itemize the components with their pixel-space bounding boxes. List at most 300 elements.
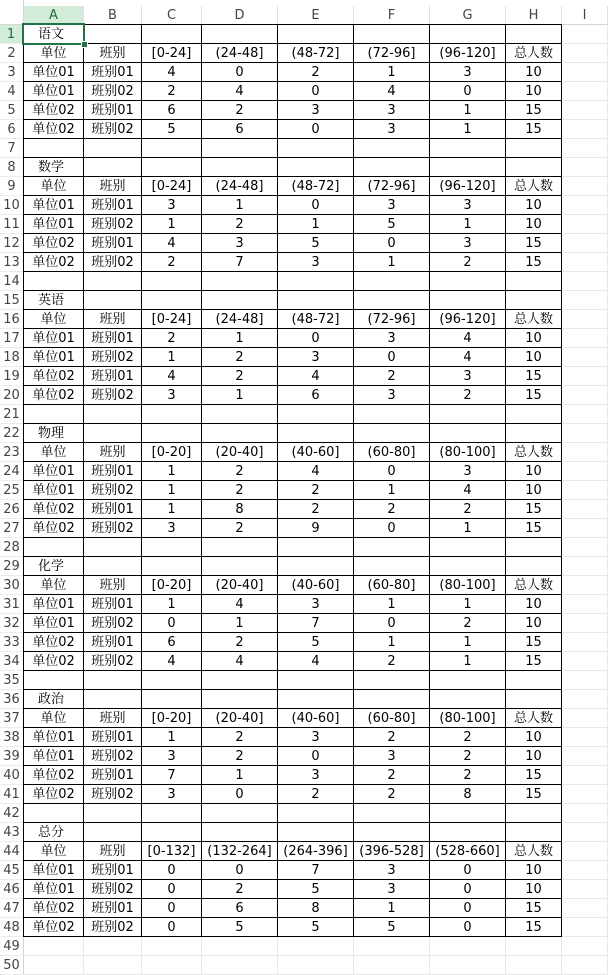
cell-f41[interactable]: 2 <box>353 784 430 804</box>
cell-h15[interactable] <box>505 290 562 310</box>
fill-handle[interactable] <box>81 41 88 48</box>
cell-b20[interactable]: 班别02 <box>83 385 142 405</box>
column-header-e[interactable]: E <box>278 6 354 25</box>
cell-i27[interactable] <box>562 519 608 538</box>
cell-d11[interactable]: 2 <box>201 214 278 234</box>
cell-i8[interactable] <box>562 158 608 177</box>
cell-e40[interactable]: 3 <box>277 765 354 785</box>
cell-e46[interactable]: 5 <box>277 879 354 899</box>
cell-d18[interactable]: 2 <box>201 347 278 367</box>
cell-e43[interactable] <box>277 822 354 842</box>
row-header-7[interactable]: 7 <box>0 139 24 158</box>
cell-a13[interactable]: 单位02 <box>23 252 84 272</box>
cell-f50[interactable] <box>354 956 430 975</box>
cell-a37[interactable]: 单位 <box>23 708 84 728</box>
cell-f33[interactable]: 1 <box>353 632 430 652</box>
cell-i28[interactable] <box>562 538 608 557</box>
cell-a5[interactable]: 单位02 <box>23 100 84 120</box>
cell-d40[interactable]: 1 <box>201 765 278 785</box>
cell-c25[interactable]: 1 <box>141 480 202 500</box>
cell-g41[interactable]: 8 <box>429 784 506 804</box>
cell-h48[interactable]: 15 <box>505 917 562 937</box>
cell-d5[interactable]: 2 <box>201 100 278 120</box>
cell-e17[interactable]: 0 <box>277 328 354 348</box>
cell-f39[interactable]: 3 <box>353 746 430 766</box>
cell-b37[interactable]: 班别 <box>83 708 142 728</box>
cell-g19[interactable]: 3 <box>429 366 506 386</box>
cell-a23[interactable]: 单位 <box>23 442 84 462</box>
cell-f26[interactable]: 2 <box>353 499 430 519</box>
cell-b38[interactable]: 班别01 <box>83 727 142 747</box>
cell-f9[interactable]: (72-96] <box>353 176 430 196</box>
column-header-h[interactable]: H <box>506 6 562 25</box>
cell-h27[interactable]: 15 <box>505 518 562 538</box>
cell-h7[interactable] <box>505 138 562 158</box>
cell-e2[interactable]: (48-72] <box>277 43 354 63</box>
cell-b4[interactable]: 班别02 <box>83 81 142 101</box>
cell-a3[interactable]: 单位01 <box>23 62 84 82</box>
cell-e13[interactable]: 3 <box>277 252 354 272</box>
cell-f19[interactable]: 2 <box>353 366 430 386</box>
cell-g37[interactable]: (80-100] <box>429 708 506 728</box>
cell-c7[interactable] <box>141 138 202 158</box>
cell-a20[interactable]: 单位02 <box>23 385 84 405</box>
cell-h37[interactable]: 总人数 <box>505 708 562 728</box>
cell-a28[interactable] <box>23 537 84 557</box>
cell-h29[interactable] <box>505 556 562 576</box>
cell-i7[interactable] <box>562 139 608 158</box>
cell-b29[interactable] <box>83 556 142 576</box>
cell-f2[interactable]: (72-96] <box>353 43 430 63</box>
select-all-corner[interactable] <box>0 0 24 25</box>
cell-b10[interactable]: 班别01 <box>83 195 142 215</box>
column-header-c[interactable]: C <box>142 6 202 25</box>
cell-d29[interactable] <box>201 556 278 576</box>
cell-e16[interactable]: (48-72] <box>277 309 354 329</box>
cell-b45[interactable]: 班别01 <box>83 860 142 880</box>
cell-c9[interactable]: [0-24] <box>141 176 202 196</box>
cell-a18[interactable]: 单位01 <box>23 347 84 367</box>
cell-e35[interactable] <box>277 670 354 690</box>
cell-b6[interactable]: 班别02 <box>83 119 142 139</box>
cell-f47[interactable]: 1 <box>353 898 430 918</box>
row-header-17[interactable]: 17 <box>0 329 24 348</box>
cell-f46[interactable]: 3 <box>353 879 430 899</box>
row-header-8[interactable]: 8 <box>0 158 24 177</box>
cell-c19[interactable]: 4 <box>141 366 202 386</box>
cell-f30[interactable]: (60-80] <box>353 575 430 595</box>
cell-i5[interactable] <box>562 101 608 120</box>
row-header-18[interactable]: 18 <box>0 348 24 367</box>
row-header-39[interactable]: 39 <box>0 747 24 766</box>
cell-g35[interactable] <box>429 670 506 690</box>
cell-e37[interactable]: (40-60] <box>277 708 354 728</box>
cell-a43[interactable]: 总分 <box>23 822 84 842</box>
cell-h31[interactable]: 10 <box>505 594 562 614</box>
cell-h24[interactable]: 10 <box>505 461 562 481</box>
cell-h42[interactable] <box>505 803 562 823</box>
cell-c36[interactable] <box>141 689 202 709</box>
cell-h49[interactable] <box>506 937 562 956</box>
cell-g17[interactable]: 4 <box>429 328 506 348</box>
cell-a49[interactable] <box>24 937 84 956</box>
cell-d49[interactable] <box>202 937 278 956</box>
cell-g10[interactable]: 3 <box>429 195 506 215</box>
cell-g43[interactable] <box>429 822 506 842</box>
cell-b1[interactable] <box>83 24 142 44</box>
cell-b33[interactable]: 班别01 <box>83 632 142 652</box>
cell-e49[interactable] <box>278 937 354 956</box>
cell-f45[interactable]: 3 <box>353 860 430 880</box>
cell-i4[interactable] <box>562 82 608 101</box>
cell-a48[interactable]: 单位02 <box>23 917 84 937</box>
row-header-6[interactable]: 6 <box>0 120 24 139</box>
cell-d31[interactable]: 4 <box>201 594 278 614</box>
cell-g14[interactable] <box>429 271 506 291</box>
cell-c1[interactable] <box>141 24 202 44</box>
cell-f37[interactable]: (60-80] <box>353 708 430 728</box>
column-header-i[interactable]: I <box>562 6 608 25</box>
cell-h3[interactable]: 10 <box>505 62 562 82</box>
row-header-46[interactable]: 46 <box>0 880 24 899</box>
cell-d46[interactable]: 2 <box>201 879 278 899</box>
cell-i40[interactable] <box>562 766 608 785</box>
cell-c31[interactable]: 1 <box>141 594 202 614</box>
row-header-19[interactable]: 19 <box>0 367 24 386</box>
cell-f31[interactable]: 1 <box>353 594 430 614</box>
cell-b39[interactable]: 班别02 <box>83 746 142 766</box>
cell-i23[interactable] <box>562 443 608 462</box>
row-header-16[interactable]: 16 <box>0 310 24 329</box>
cell-c8[interactable] <box>141 157 202 177</box>
cell-d35[interactable] <box>201 670 278 690</box>
row-header-14[interactable]: 14 <box>0 272 24 291</box>
cell-c17[interactable]: 2 <box>141 328 202 348</box>
row-header-37[interactable]: 37 <box>0 709 24 728</box>
row-header-44[interactable]: 44 <box>0 842 24 861</box>
cell-h50[interactable] <box>506 956 562 975</box>
cell-i9[interactable] <box>562 177 608 196</box>
cell-a7[interactable] <box>23 138 84 158</box>
cell-g15[interactable] <box>429 290 506 310</box>
cell-d24[interactable]: 2 <box>201 461 278 481</box>
cell-d44[interactable]: (132-264] <box>201 841 278 861</box>
cell-i16[interactable] <box>562 310 608 329</box>
cell-d10[interactable]: 1 <box>201 195 278 215</box>
cell-c13[interactable]: 2 <box>141 252 202 272</box>
cell-a6[interactable]: 单位02 <box>23 119 84 139</box>
cell-a16[interactable]: 单位 <box>23 309 84 329</box>
cell-i13[interactable] <box>562 253 608 272</box>
cell-a41[interactable]: 单位02 <box>23 784 84 804</box>
cell-b48[interactable]: 班别02 <box>83 917 142 937</box>
cell-f32[interactable]: 0 <box>353 613 430 633</box>
cell-h40[interactable]: 15 <box>505 765 562 785</box>
cell-f29[interactable] <box>353 556 430 576</box>
cell-b30[interactable]: 班别 <box>83 575 142 595</box>
cell-h43[interactable] <box>505 822 562 842</box>
cell-h26[interactable]: 15 <box>505 499 562 519</box>
row-header-26[interactable]: 26 <box>0 500 24 519</box>
cell-e36[interactable] <box>277 689 354 709</box>
cell-g40[interactable]: 2 <box>429 765 506 785</box>
cell-e31[interactable]: 3 <box>277 594 354 614</box>
cell-c37[interactable]: [0-20] <box>141 708 202 728</box>
cell-e29[interactable] <box>277 556 354 576</box>
cell-d41[interactable]: 0 <box>201 784 278 804</box>
cell-e50[interactable] <box>278 956 354 975</box>
cell-e28[interactable] <box>277 537 354 557</box>
cell-c30[interactable]: [0-20] <box>141 575 202 595</box>
cell-d4[interactable]: 4 <box>201 81 278 101</box>
cell-i26[interactable] <box>562 500 608 519</box>
cell-h35[interactable] <box>505 670 562 690</box>
cell-g3[interactable]: 3 <box>429 62 506 82</box>
cell-g24[interactable]: 3 <box>429 461 506 481</box>
row-header-27[interactable]: 27 <box>0 519 24 538</box>
cell-a31[interactable]: 单位01 <box>23 594 84 614</box>
cell-e30[interactable]: (40-60] <box>277 575 354 595</box>
cell-a14[interactable] <box>23 271 84 291</box>
row-header-45[interactable]: 45 <box>0 861 24 880</box>
cell-f3[interactable]: 1 <box>353 62 430 82</box>
cell-c3[interactable]: 4 <box>141 62 202 82</box>
row-header-41[interactable]: 41 <box>0 785 24 804</box>
cell-i20[interactable] <box>562 386 608 405</box>
cell-d43[interactable] <box>201 822 278 842</box>
cell-i32[interactable] <box>562 614 608 633</box>
cell-d16[interactable]: (24-48] <box>201 309 278 329</box>
cell-b43[interactable] <box>83 822 142 842</box>
row-header-2[interactable]: 2 <box>0 44 24 63</box>
row-header-43[interactable]: 43 <box>0 823 24 842</box>
cell-i43[interactable] <box>562 823 608 842</box>
cell-c44[interactable]: [0-132] <box>141 841 202 861</box>
cell-c21[interactable] <box>141 404 202 424</box>
cell-g23[interactable]: (80-100] <box>429 442 506 462</box>
cell-f44[interactable]: (396-528] <box>353 841 430 861</box>
cell-a46[interactable]: 单位01 <box>23 879 84 899</box>
cell-h38[interactable]: 10 <box>505 727 562 747</box>
cell-c39[interactable]: 3 <box>141 746 202 766</box>
cell-h34[interactable]: 15 <box>505 651 562 671</box>
cell-g49[interactable] <box>430 937 506 956</box>
cell-h44[interactable]: 总人数 <box>505 841 562 861</box>
cell-f34[interactable]: 2 <box>353 651 430 671</box>
cell-i21[interactable] <box>562 405 608 424</box>
cell-e15[interactable] <box>277 290 354 310</box>
cell-a38[interactable]: 单位01 <box>23 727 84 747</box>
cell-e22[interactable] <box>277 423 354 443</box>
cell-a34[interactable]: 单位02 <box>23 651 84 671</box>
cell-f17[interactable]: 3 <box>353 328 430 348</box>
cell-a36[interactable]: 政治 <box>23 689 84 709</box>
cell-b15[interactable] <box>83 290 142 310</box>
cell-e33[interactable]: 5 <box>277 632 354 652</box>
row-header-1[interactable]: 1 <box>0 25 24 44</box>
cell-f18[interactable]: 0 <box>353 347 430 367</box>
cell-h23[interactable]: 总人数 <box>505 442 562 462</box>
cell-e9[interactable]: (48-72] <box>277 176 354 196</box>
row-header-4[interactable]: 4 <box>0 82 24 101</box>
cell-b14[interactable] <box>83 271 142 291</box>
cell-h5[interactable]: 15 <box>505 100 562 120</box>
cell-c43[interactable] <box>141 822 202 842</box>
cell-f10[interactable]: 3 <box>353 195 430 215</box>
cell-h33[interactable]: 15 <box>505 632 562 652</box>
cell-g29[interactable] <box>429 556 506 576</box>
cell-a12[interactable]: 单位02 <box>23 233 84 253</box>
cell-i3[interactable] <box>562 63 608 82</box>
cell-h10[interactable]: 10 <box>505 195 562 215</box>
cell-e10[interactable]: 0 <box>277 195 354 215</box>
cell-c48[interactable]: 0 <box>141 917 202 937</box>
cell-b50[interactable] <box>84 956 142 975</box>
cell-c38[interactable]: 1 <box>141 727 202 747</box>
cell-g39[interactable]: 2 <box>429 746 506 766</box>
row-header-10[interactable]: 10 <box>0 196 24 215</box>
cell-i19[interactable] <box>562 367 608 386</box>
cell-d8[interactable] <box>201 157 278 177</box>
row-header-13[interactable]: 13 <box>0 253 24 272</box>
cell-h28[interactable] <box>505 537 562 557</box>
cell-g45[interactable]: 0 <box>429 860 506 880</box>
cell-a44[interactable]: 单位 <box>23 841 84 861</box>
cell-e3[interactable]: 2 <box>277 62 354 82</box>
cell-b23[interactable]: 班别 <box>83 442 142 462</box>
row-header-5[interactable]: 5 <box>0 101 24 120</box>
cell-c42[interactable] <box>141 803 202 823</box>
cell-g4[interactable]: 0 <box>429 81 506 101</box>
cell-e12[interactable]: 5 <box>277 233 354 253</box>
cell-a2[interactable]: 单位 <box>23 43 84 63</box>
cell-g18[interactable]: 4 <box>429 347 506 367</box>
cell-e19[interactable]: 4 <box>277 366 354 386</box>
cell-f25[interactable]: 1 <box>353 480 430 500</box>
cell-a29[interactable]: 化学 <box>23 556 84 576</box>
cell-g26[interactable]: 2 <box>429 499 506 519</box>
row-header-11[interactable]: 11 <box>0 215 24 234</box>
cell-b25[interactable]: 班别02 <box>83 480 142 500</box>
cell-c20[interactable]: 3 <box>141 385 202 405</box>
cell-g50[interactable] <box>430 956 506 975</box>
cell-a8[interactable]: 数学 <box>23 157 84 177</box>
cell-g21[interactable] <box>429 404 506 424</box>
cell-h25[interactable]: 10 <box>505 480 562 500</box>
cell-f1[interactable] <box>353 24 430 44</box>
row-header-40[interactable]: 40 <box>0 766 24 785</box>
cell-c12[interactable]: 4 <box>141 233 202 253</box>
cell-d14[interactable] <box>201 271 278 291</box>
column-header-b[interactable]: B <box>84 6 142 25</box>
cell-e21[interactable] <box>277 404 354 424</box>
cell-a25[interactable]: 单位01 <box>23 480 84 500</box>
cell-e11[interactable]: 1 <box>277 214 354 234</box>
row-header-12[interactable]: 12 <box>0 234 24 253</box>
cell-f36[interactable] <box>353 689 430 709</box>
row-header-9[interactable]: 9 <box>0 177 24 196</box>
cell-i48[interactable] <box>562 918 608 937</box>
cell-h30[interactable]: 总人数 <box>505 575 562 595</box>
row-header-23[interactable]: 23 <box>0 443 24 462</box>
row-header-21[interactable]: 21 <box>0 405 24 424</box>
row-header-50[interactable]: 50 <box>0 956 24 975</box>
cell-f14[interactable] <box>353 271 430 291</box>
cell-c2[interactable]: [0-24] <box>141 43 202 63</box>
cell-a47[interactable]: 单位02 <box>23 898 84 918</box>
cell-d19[interactable]: 2 <box>201 366 278 386</box>
cell-a42[interactable] <box>23 803 84 823</box>
cell-a21[interactable] <box>23 404 84 424</box>
cell-g32[interactable]: 2 <box>429 613 506 633</box>
row-header-15[interactable]: 15 <box>0 291 24 310</box>
cell-g12[interactable]: 3 <box>429 233 506 253</box>
cell-b34[interactable]: 班别02 <box>83 651 142 671</box>
row-header-49[interactable]: 49 <box>0 937 24 956</box>
cell-g6[interactable]: 1 <box>429 119 506 139</box>
cell-a30[interactable]: 单位 <box>23 575 84 595</box>
cell-i44[interactable] <box>562 842 608 861</box>
cell-h13[interactable]: 15 <box>505 252 562 272</box>
cell-e7[interactable] <box>277 138 354 158</box>
cell-b2[interactable]: 班别 <box>83 43 142 63</box>
cell-f24[interactable]: 0 <box>353 461 430 481</box>
cell-d48[interactable]: 5 <box>201 917 278 937</box>
cell-g48[interactable]: 0 <box>429 917 506 937</box>
cell-g20[interactable]: 2 <box>429 385 506 405</box>
cell-h47[interactable]: 15 <box>505 898 562 918</box>
cell-i12[interactable] <box>562 234 608 253</box>
cell-d47[interactable]: 6 <box>201 898 278 918</box>
cell-c32[interactable]: 0 <box>141 613 202 633</box>
cell-b12[interactable]: 班别01 <box>83 233 142 253</box>
row-header-22[interactable]: 22 <box>0 424 24 443</box>
cell-b40[interactable]: 班别01 <box>83 765 142 785</box>
cell-i36[interactable] <box>562 690 608 709</box>
cell-c28[interactable] <box>141 537 202 557</box>
cell-a27[interactable]: 单位02 <box>23 518 84 538</box>
cell-d7[interactable] <box>201 138 278 158</box>
cell-a15[interactable]: 英语 <box>23 290 84 310</box>
cell-i49[interactable] <box>562 937 608 956</box>
cell-i11[interactable] <box>562 215 608 234</box>
cell-h41[interactable]: 15 <box>505 784 562 804</box>
cell-b5[interactable]: 班别01 <box>83 100 142 120</box>
cell-f7[interactable] <box>353 138 430 158</box>
cell-g47[interactable]: 0 <box>429 898 506 918</box>
row-header-38[interactable]: 38 <box>0 728 24 747</box>
cell-h6[interactable]: 15 <box>505 119 562 139</box>
cell-b7[interactable] <box>83 138 142 158</box>
cell-a32[interactable]: 单位01 <box>23 613 84 633</box>
cell-c11[interactable]: 1 <box>141 214 202 234</box>
cell-i29[interactable] <box>562 557 608 576</box>
cell-c33[interactable]: 6 <box>141 632 202 652</box>
cell-d50[interactable] <box>202 956 278 975</box>
cell-d22[interactable] <box>201 423 278 443</box>
cell-f35[interactable] <box>353 670 430 690</box>
cell-g2[interactable]: (96-120] <box>429 43 506 63</box>
cell-i15[interactable] <box>562 291 608 310</box>
cell-c35[interactable] <box>141 670 202 690</box>
cell-i17[interactable] <box>562 329 608 348</box>
cell-g33[interactable]: 1 <box>429 632 506 652</box>
cell-h12[interactable]: 15 <box>505 233 562 253</box>
cell-b9[interactable]: 班别 <box>83 176 142 196</box>
row-header-32[interactable]: 32 <box>0 614 24 633</box>
cell-c27[interactable]: 3 <box>141 518 202 538</box>
cell-c4[interactable]: 2 <box>141 81 202 101</box>
